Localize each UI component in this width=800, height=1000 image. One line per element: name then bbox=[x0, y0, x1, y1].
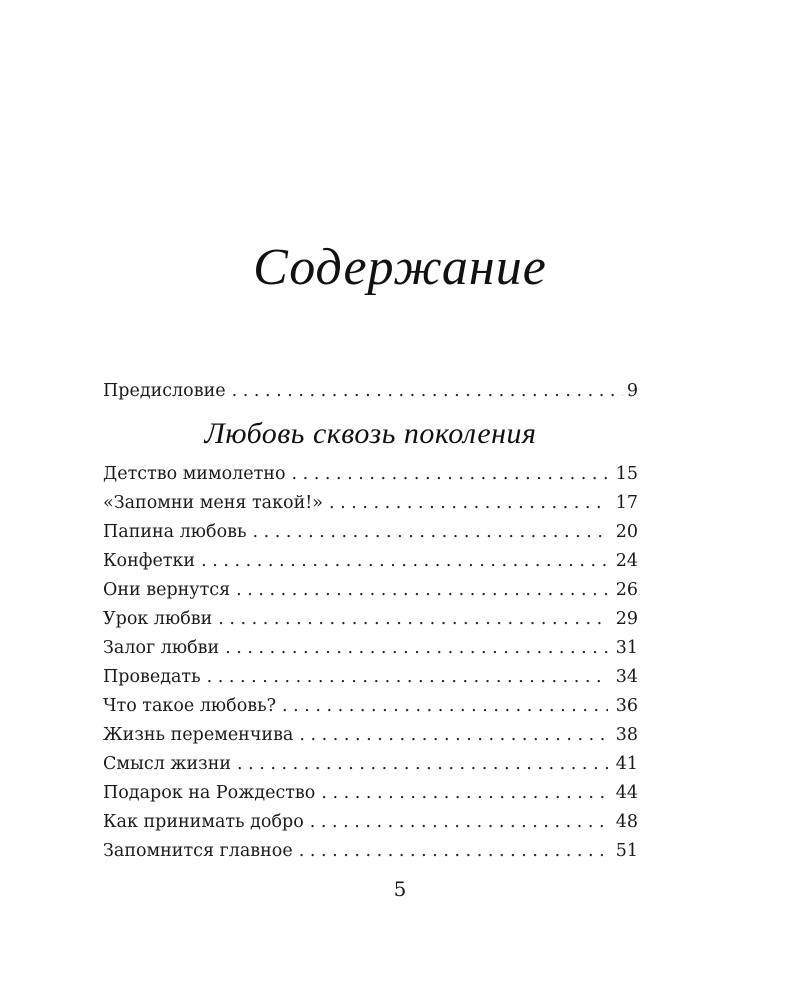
toc-entry-label: Запомнится главное bbox=[103, 841, 293, 861]
toc-entry-page: 26 bbox=[615, 580, 638, 600]
toc-entry[interactable] bbox=[103, 605, 638, 634]
toc-entry-label: Папина любовь bbox=[103, 522, 247, 542]
page-title: Содержание bbox=[253, 239, 547, 296]
dot-leader bbox=[310, 808, 608, 837]
toc-entry-label: Подарок на Рождество bbox=[103, 783, 316, 803]
toc-entries bbox=[103, 460, 638, 866]
toc-entry-preface[interactable] bbox=[103, 377, 638, 406]
toc-entry-label: Залог любви bbox=[103, 638, 220, 658]
toc-entry[interactable] bbox=[103, 779, 638, 808]
toc-entry-label: Смысл жизни bbox=[103, 754, 232, 774]
toc-entry-page: 48 bbox=[615, 812, 638, 832]
toc-entry-page: 34 bbox=[615, 667, 638, 687]
toc-entry[interactable] bbox=[103, 692, 638, 721]
toc-entry[interactable] bbox=[103, 460, 638, 489]
toc-entry-label: Они вернутся bbox=[103, 580, 231, 600]
toc-entry-page: 15 bbox=[615, 464, 638, 484]
dot-leader bbox=[329, 489, 608, 518]
toc-entry-label: Детство мимолетно bbox=[103, 464, 286, 484]
dot-leader bbox=[299, 721, 608, 750]
table-of-contents bbox=[103, 377, 638, 866]
toc-entry[interactable] bbox=[103, 489, 638, 518]
toc-entry-label: Проведать bbox=[103, 667, 201, 687]
toc-entry-page: 29 bbox=[615, 609, 638, 629]
dot-leader bbox=[321, 779, 608, 808]
toc-entry-page: 20 bbox=[615, 522, 638, 542]
dot-leader bbox=[291, 460, 608, 489]
dot-leader bbox=[299, 837, 608, 866]
toc-entry-page: 36 bbox=[615, 696, 638, 716]
toc-entry[interactable] bbox=[103, 576, 638, 605]
toc-entry[interactable] bbox=[103, 721, 638, 750]
toc-entry-page: 44 bbox=[615, 783, 638, 803]
dot-leader bbox=[236, 576, 608, 605]
toc-entry[interactable] bbox=[103, 634, 638, 663]
toc-entry[interactable] bbox=[103, 837, 638, 866]
page-number: 5 bbox=[393, 877, 407, 901]
toc-entry-label: Урок любви bbox=[103, 609, 213, 629]
toc-entry-page: 17 bbox=[615, 493, 638, 513]
toc-entry[interactable] bbox=[103, 547, 638, 576]
toc-entry-page: 51 bbox=[615, 841, 638, 861]
toc-entry-label: Предисловие bbox=[103, 381, 226, 401]
dot-leader bbox=[232, 377, 623, 406]
dot-leader bbox=[237, 750, 608, 779]
dot-leader bbox=[218, 605, 608, 634]
toc-entry-label: Как принимать добро bbox=[103, 812, 304, 832]
toc-entry-page: 9 bbox=[626, 381, 638, 401]
toc-entry-page: 31 bbox=[615, 638, 638, 658]
dot-leader bbox=[207, 663, 608, 692]
dot-leader bbox=[253, 518, 609, 547]
toc-entry-label: Жизнь переменчива bbox=[103, 725, 294, 745]
toc-entry[interactable] bbox=[103, 518, 638, 547]
dot-leader bbox=[201, 547, 608, 576]
toc-entry-label: Конфетки bbox=[103, 551, 196, 571]
toc-entry-page: 41 bbox=[615, 754, 638, 774]
toc-entry[interactable] bbox=[103, 808, 638, 837]
toc-entry-page: 24 bbox=[615, 551, 638, 571]
toc-entry[interactable] bbox=[103, 750, 638, 779]
dot-leader bbox=[282, 692, 608, 721]
toc-entry-label: Что такое любовь? bbox=[103, 696, 277, 716]
dot-leader bbox=[225, 634, 608, 663]
toc-entry[interactable] bbox=[103, 663, 638, 692]
toc-entry-page: 38 bbox=[615, 725, 638, 745]
section-heading: Любовь сквозь поколения bbox=[204, 417, 537, 450]
toc-entry-label: «Запомни меня такой!» bbox=[103, 493, 323, 513]
